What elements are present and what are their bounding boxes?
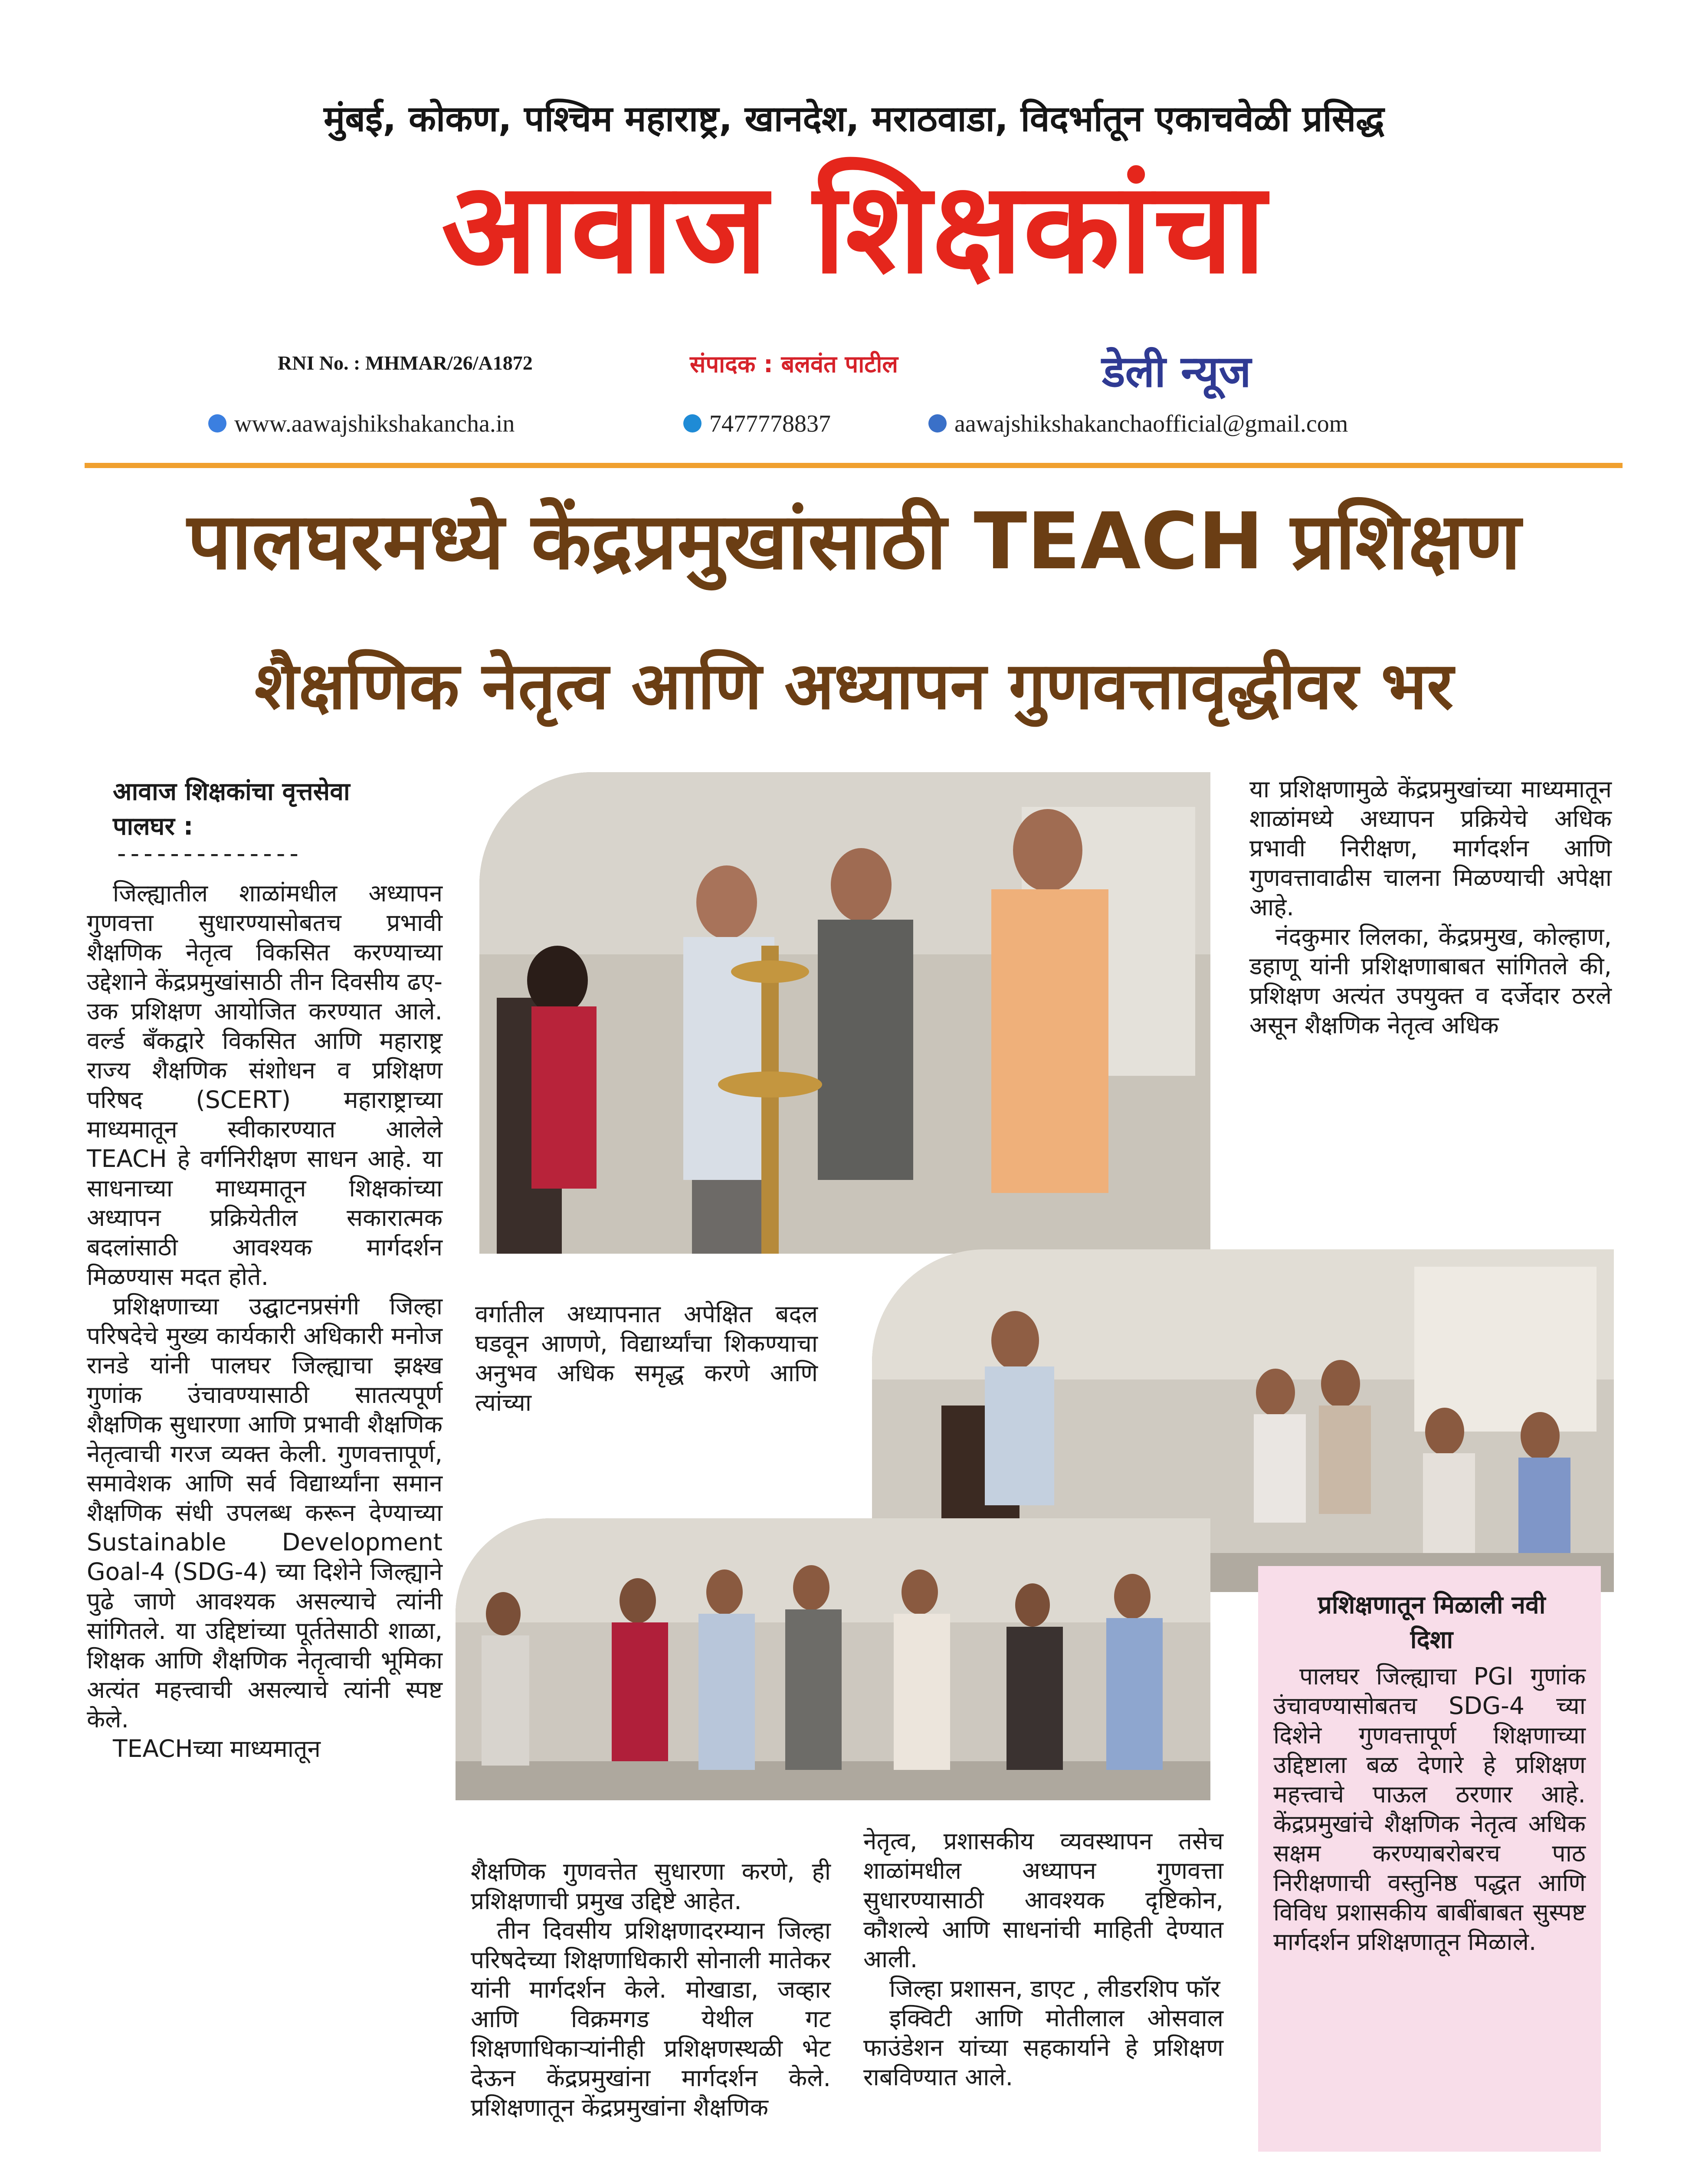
- paragraph: इक्विटी आणि मोतीलाल ओसवाल फाउंडेशन यांच्या सहकार्याने हे प्रशिक्षण राबविण्यात आले.: [863, 2004, 1223, 2091]
- paragraph: जिल्ह्यातील शाळांमधील अध्यापन गुणवत्ता सुधारण्यासोबतच प्रभावी शैक्षणिक नेतृत्व विकसित करण्याच्या उद्देशाने केंद्रप्रमुखांसाठी तीन दिवसीय ढए-उक प्रशिक्षण आयोजित करण्यात आले. वर्ल्ड बँकद्वारे विकसित आणि महाराष्ट्र राज्य शैक्षणिक संशोधन व प्रशिक्षण परिषद (SCERT) महाराष्ट्राच्या माध्यमातून स्वीकारण्यात आलेले TEACH हे वर्गनिरीक्षण साधन आहे. या साधनाच्या माध्यमातून शिक्षकांच्या अध्यापन प्रक्रियेतील सकारात्मक बदलांसाठी आवश्यक मार्गदर्शन मिळण्यास मदत होते.: [87, 879, 443, 1291]
- paragraph: या प्रशिक्षणामुळे केंद्रप्रमुखांच्या माध्यमातून शाळांमध्ये अध्यापन प्रक्रियेचे अधिक प्रभावी निरीक्षण, मार्गदर्शन आणि गुणवत्तावाढीस चालना मिळण्याची अपेक्षा आहे.: [1249, 775, 1612, 921]
- paragraph: वर्गातील अध्यापनात अपेक्षित बदल घडवून आणणे, विद्यार्थ्यांचा शिकण्याचा अनुभव अधिक समृद्ध करणे आणि त्यांच्या: [475, 1300, 818, 1416]
- newspaper-brand: आवाज शिक्षकांचा: [441, 154, 1267, 301]
- main-headline: पालघरमध्ये केंद्रप्रमुखांसाठी TEACH प्रशिक्षण: [187, 496, 1521, 587]
- daily-news-label: डेली न्यूज: [1102, 346, 1251, 397]
- article-column-4-top: [1249, 774, 1612, 1040]
- paragraph: तीन दिवसीय प्रशिक्षणादरम्यान जिल्हा परिषदेच्या शिक्षणाधिकारी सोनाली मातेकर यांनी मार्गदर्शन केले. मोखाडा, जव्हार आणि विक्रमगड येथील गट शिक्षणाधिकाऱ्यांनीही प्रशिक्षणस्थळी भेट देऊन केंद्रप्रमुखांना मार्गदर्शन केले. प्रशिक्षणातून केंद्रप्रमुखांना शैक्षणिक: [471, 1917, 831, 2121]
- sidebar-title: प्रशिक्षणातून मिळाली नवी दिशा: [1318, 1591, 1546, 1654]
- article-column-2-bottom: [471, 1857, 831, 2122]
- regions-tagline: मुंबई, कोकण, पश्चिम महाराष्ट्र, खानदेश, मराठवाडा, विदर्भातून एकाचवेळी प्रसिद्ध: [324, 98, 1384, 140]
- paragraph: नेतृत्व, प्रशासकीय व्यवस्थापन तसेच शाळांमधील अध्यापन गुणवत्ता सुधारण्यासाठी आवश्यक दृष्टिकोन, कौशल्ये आणि साधनांची माहिती देण्यात आली.: [863, 1827, 1223, 1973]
- group-photo: [456, 1518, 1210, 1800]
- byline-separator: --------------: [117, 839, 303, 868]
- globe-icon: [208, 414, 226, 432]
- paragraph: पालघर जिल्ह्याचा PGI गुणांक उंचावण्यासोबतच SDG-4 च्या दिशेने गुणवत्तापूर्ण शिक्षणाच्या उद्दिष्टाला बळ देणारे हे प्रशिक्षण महत्त्वाचे पाऊल ठरणार आहे. केंद्रप्रमुखांचे शैक्षणिक नेतृत्व अधिक सक्षम करण्याबरोबरच पाठ निरीक्षणाची वस्तुनिष्ठ पद्धत आणि विविध प्रशासकीय बाबींबाबत सुस्पष्ट मार्गदर्शन प्रशिक्षणातून मिळाले.: [1273, 1662, 1586, 1956]
- byline: [113, 774, 350, 844]
- phone-icon: [683, 414, 702, 432]
- byline-place: पालघर :: [113, 812, 193, 841]
- website-link[interactable]: www.aawajshikshakancha.in: [234, 410, 515, 437]
- editor-credit: संपादक : बलवंत पाटील: [690, 351, 898, 378]
- phone-contact[interactable]: [683, 410, 831, 438]
- email-address[interactable]: aawajshikshakanchaofficial@gmail.com: [954, 410, 1348, 437]
- paragraph: नंदकुमार लिलका, केंद्रप्रमुख, कोल्हाण, डहाणू यांनी प्रशिक्षणाबाबत सांगितले की, प्रशिक्षण अत्यंत उपयुक्त व दर्जेदार ठरले असून शैक्षणिक नेतृत्व अधिक: [1249, 923, 1612, 1039]
- sub-headline: शैक्षणिक नेतृत्व आणि अध्यापन गुणवत्तावृद्धीवर भर: [254, 649, 1454, 724]
- article-column-3-bottom: [863, 1826, 1223, 2092]
- phone-number[interactable]: 7477778837: [709, 410, 831, 437]
- masthead-divider: [85, 463, 1623, 468]
- paragraph: जिल्हा प्रशासन, डाएट , लीडरशिप फॉर: [889, 1975, 1220, 2002]
- mail-icon: [928, 414, 947, 432]
- byline-agency: आवाज शिक्षकांचा वृत्तसेवा: [113, 777, 350, 806]
- paragraph: TEACHच्या माध्यमातून: [113, 1735, 321, 1763]
- email-contact[interactable]: [928, 410, 1348, 438]
- sidebar-body: [1273, 1661, 1586, 1956]
- website-contact[interactable]: [208, 410, 515, 438]
- paragraph: प्रशिक्षणाच्या उद्घाटनप्रसंगी जिल्हा परिषदेचे मुख्य कार्यकारी अधिकारी मनोज रानडे यांनी पालघर जिल्ह्याचा झक्ष्ख गुणांक उंचावण्यासाठी सातत्यपूर्ण शैक्षणिक सुधारणा आणि प्रभावी शैक्षणिक नेतृत्वाची गरज व्यक्त केली. गुणवत्तापूर्ण, समावेशक आणि सर्व विद्यार्थ्यांना समान शैक्षणिक संधी उपलब्ध करून देण्याच्या Sustainable Development Goal-4 (SDG-4) च्या दिशेने जिल्ह्याने पुढे जाणे आवश्यक असल्याचे त्यांनी सांगितले. या उद्दिष्टांच्या पूर्ततेसाठी शाळा, शिक्षक आणि शैक्षणिक नेतृत्वाची भूमिका अत्यंत महत्त्वाची असल्याचे त्यांनी स्पष्ट केले.: [87, 1292, 443, 1733]
- lamp-lighting-photo: [479, 772, 1210, 1254]
- article-column-1: [87, 878, 443, 1763]
- paragraph: शैक्षणिक गुणवत्तेत सुधारणा करणे, ही प्रशिक्षणाची प्रमुख उद्दिष्टे आहेत.: [471, 1858, 831, 1915]
- rni-number: RNI No. : MHMAR/26/A1872: [278, 352, 533, 374]
- article-column-2-top: [475, 1299, 818, 1417]
